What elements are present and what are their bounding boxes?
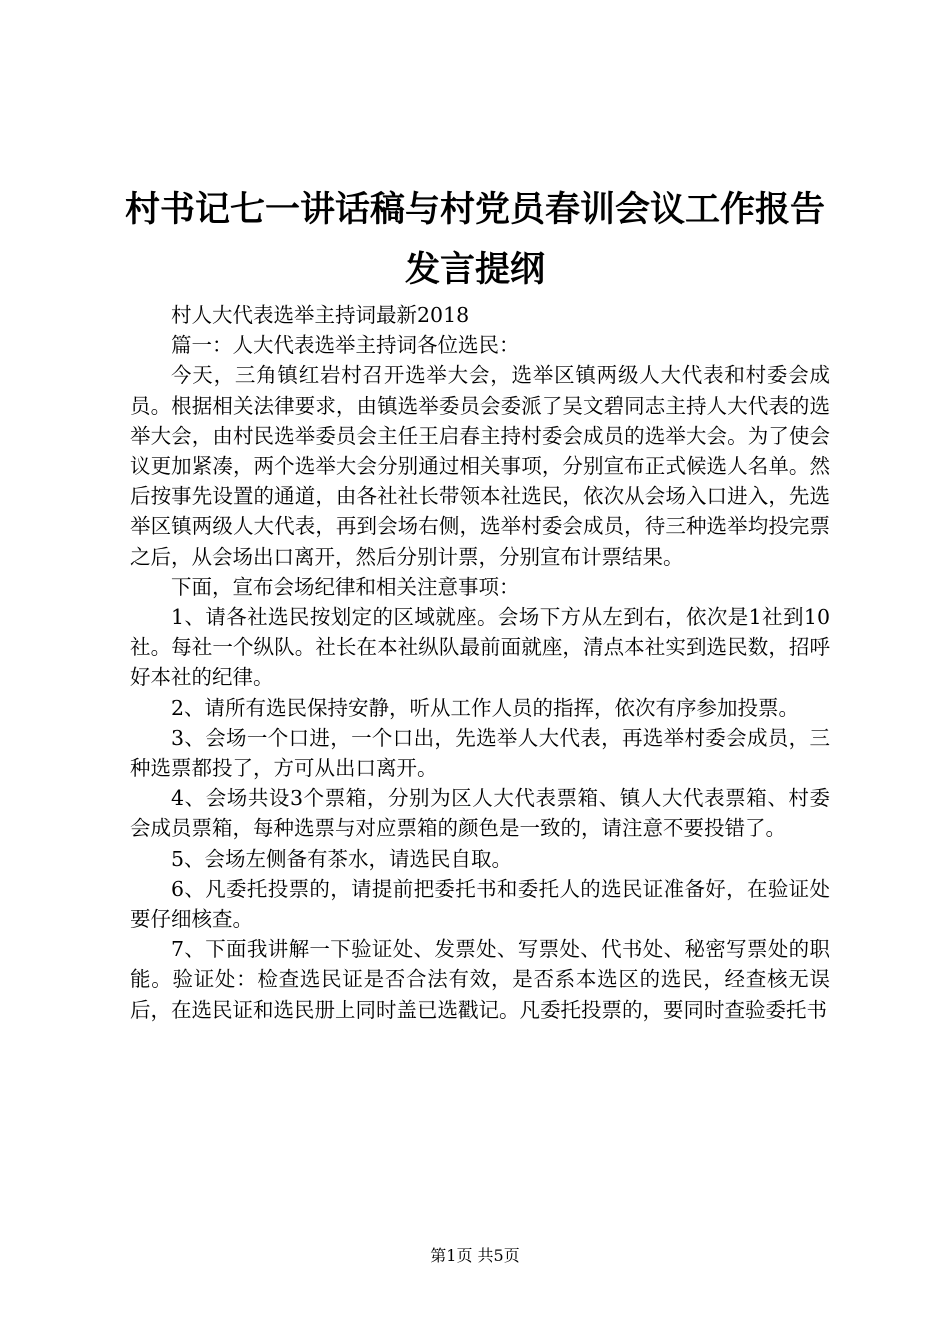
paragraph: 下面，宣布会场纪律和相关注意事项： [171, 574, 520, 599]
paragraph: 今天，三角镇红岩村召开选举大会，选举区镇两级人大代表和村委会成员。根据相关法律要求，由镇选举委员会委派了吴文碧同志主持人大代表的选举大会，由村民选举委员会主任王启春主持村委会成员的选举大会。为了使会议更加紧凑，两个选举大会分别通过相关事项，分别宣布正式候选人名单。然后按事先设置的通道，由各社社长带领本社选民，依次从会场入口进入，先选举区镇两级人大代表，再到会场右侧，选举村委会成员，待三种选举均投完票之后，从会场出口离开，然后分别计票，分别宣布计票结果。 [130, 363, 830, 569]
paragraph: 1、请各社选民按划定的区域就座。会场下方从左到右，依次是1社到10社。每社一个纵队。社长在本社纵队最前面就座，清点本社实到选民数，招呼好本社的纪律。 [130, 605, 830, 690]
paragraph: 篇一：人大代表选举主持词各位选民： [171, 333, 520, 358]
document-title-line-1: 村书记七一讲话稿与村党员春训会议工作报告 [124, 190, 825, 230]
document-body [130, 300, 830, 1025]
paragraph: 4、会场共设3个票箱，分别为区人大代表票箱、镇人大代表票箱、村委会成员票箱，每种选票与对应票箱的颜色是一致的，请注意不要投错了。 [130, 786, 830, 841]
paragraph: 5、会场左侧备有茶水，请选民自取。 [171, 846, 513, 871]
paragraph: 2、请所有选民保持安静，听从工作人员的指挥，依次有序参加投票。 [171, 695, 800, 720]
paragraph: 7、下面我讲解一下验证处、发票处、写票处、代书处、秘密写票处的职能。验证处：检查选民证是否合法有效，是否系本选区的选民，经查核无误后，在选民证和选民册上同时盖已选戳记。凡委托投票的，要同时查验委托书 [130, 937, 830, 1022]
paragraph: 3、会场一个口进，一个口出，先选举人大代表，再选举村委会成员，三种选票都投了，方可从出口离开。 [130, 725, 830, 781]
paragraph: 6、凡委托投票的，请提前把委托书和委托人的选民证准备好，在验证处要仔细核查。 [130, 876, 830, 932]
page-footer: 第1页 共5页 [430, 1246, 520, 1265]
document-title-line-2: 发言提纲 [404, 250, 545, 290]
paragraph: 村人大代表选举主持词最新2018 [171, 303, 470, 327]
